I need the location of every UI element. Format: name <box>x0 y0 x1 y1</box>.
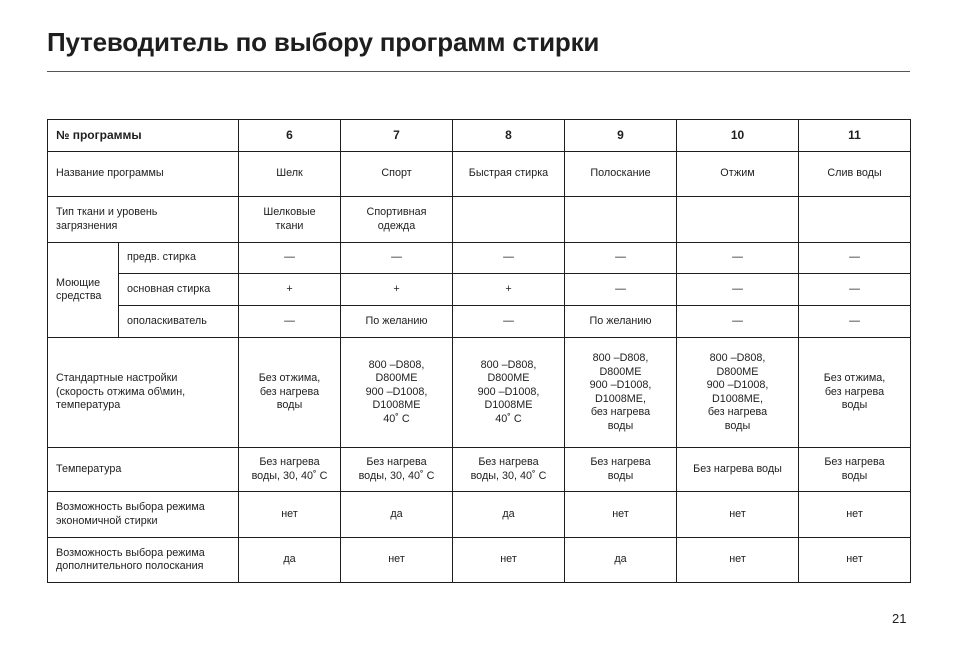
sub-row-label: основная стирка <box>119 274 239 306</box>
table-cell <box>799 197 911 243</box>
table-cell: 800 –D808, D800ME 900 –D1008, D1008ME, без нагрева воды <box>677 338 799 448</box>
table-cell: — <box>677 306 799 338</box>
table-cell: — <box>799 306 911 338</box>
table-cell: нет <box>453 538 565 583</box>
table-cell: Без нагрева воды, 30, 40˚ C <box>239 448 341 492</box>
table-cell: — <box>341 243 453 274</box>
table-cell: 800 –D808, D800ME 900 –D1008, D1008ME, без нагрева воды <box>565 338 677 448</box>
table-cell: Быстрая стирка <box>453 152 565 197</box>
table-cell: — <box>565 243 677 274</box>
table-cell: + <box>341 274 453 306</box>
table-cell: Без отжима, без нагрева воды <box>799 338 911 448</box>
table-cell: Спортивная одежда <box>341 197 453 243</box>
row-label: Возможность выбора режима экономичной стирки <box>48 492 239 538</box>
table-cell: нет <box>565 492 677 538</box>
table-cell <box>453 197 565 243</box>
table-row <box>48 152 911 197</box>
table-cell: — <box>799 243 911 274</box>
table-row <box>48 448 911 492</box>
table-cell: да <box>341 492 453 538</box>
program-number-header: № программы <box>48 120 239 152</box>
program-number: 10 <box>677 120 799 152</box>
table-cell: Полоскание <box>565 152 677 197</box>
table-cell: Без нагрева воды, 30, 40˚ C <box>341 448 453 492</box>
table-cell: Без нагрева воды <box>677 448 799 492</box>
table-cell: Без отжима, без нагрева воды <box>239 338 341 448</box>
table-cell: — <box>677 243 799 274</box>
table-cell <box>677 197 799 243</box>
table-cell <box>565 197 677 243</box>
page-number: 21 <box>892 611 907 626</box>
table-cell: Без нагрева воды <box>799 448 911 492</box>
table-row <box>48 492 911 538</box>
table-cell: да <box>453 492 565 538</box>
table-cell: — <box>239 243 341 274</box>
sub-row-label: ополаскиватель <box>119 306 239 338</box>
table-cell: — <box>677 274 799 306</box>
sub-row-label: предв. стирка <box>119 243 239 274</box>
row-label: Название программы <box>48 152 239 197</box>
table-header-row <box>48 120 911 152</box>
table-cell: да <box>239 538 341 583</box>
table-cell: Без нагрева воды <box>565 448 677 492</box>
program-guide-table <box>47 119 911 583</box>
table-row <box>48 274 911 306</box>
table-cell: 800 –D808, D800ME 900 –D1008, D1008ME 40˚ C <box>453 338 565 448</box>
table-cell: Шелковые ткани <box>239 197 341 243</box>
table-row <box>48 338 911 448</box>
page-title: Путеводитель по выбору программ стирки <box>47 27 600 57</box>
table-cell: нет <box>799 538 911 583</box>
row-label: Температура <box>48 448 239 492</box>
table-cell: — <box>239 306 341 338</box>
row-label: Возможность выбора режима дополнительного полоскания <box>48 538 239 583</box>
table-cell: нет <box>239 492 341 538</box>
table-cell: нет <box>341 538 453 583</box>
row-label: Тип ткани и уровень загрязнения <box>48 197 239 243</box>
table-cell: Отжим <box>677 152 799 197</box>
row-label: Моющие средства <box>48 243 119 338</box>
table-cell: да <box>565 538 677 583</box>
program-number: 8 <box>453 120 565 152</box>
program-number: 9 <box>565 120 677 152</box>
table-cell: Слив воды <box>799 152 911 197</box>
table-cell: — <box>453 243 565 274</box>
program-number: 11 <box>799 120 911 152</box>
program-number: 7 <box>341 120 453 152</box>
table-row <box>48 306 911 338</box>
table-row <box>48 538 911 583</box>
table-cell: По желанию <box>341 306 453 338</box>
program-number: 6 <box>239 120 341 152</box>
table-cell: Шелк <box>239 152 341 197</box>
table-cell: По желанию <box>565 306 677 338</box>
table-cell: нет <box>677 492 799 538</box>
table-cell: нет <box>799 492 911 538</box>
table-cell: Без нагрева воды, 30, 40˚ C <box>453 448 565 492</box>
table-cell: Спорт <box>341 152 453 197</box>
table-row <box>48 197 911 243</box>
table-cell: 800 –D808, D800ME 900 –D1008, D1008ME 40˚ C <box>341 338 453 448</box>
table-cell: нет <box>677 538 799 583</box>
table-cell: — <box>565 274 677 306</box>
table-row <box>48 243 911 274</box>
table-cell: — <box>453 306 565 338</box>
row-label: Стандартные настройки (скорость отжима об\мин, температура <box>48 338 239 448</box>
table-cell: — <box>799 274 911 306</box>
table-cell: + <box>239 274 341 306</box>
title-divider <box>47 71 910 72</box>
table-cell: + <box>453 274 565 306</box>
